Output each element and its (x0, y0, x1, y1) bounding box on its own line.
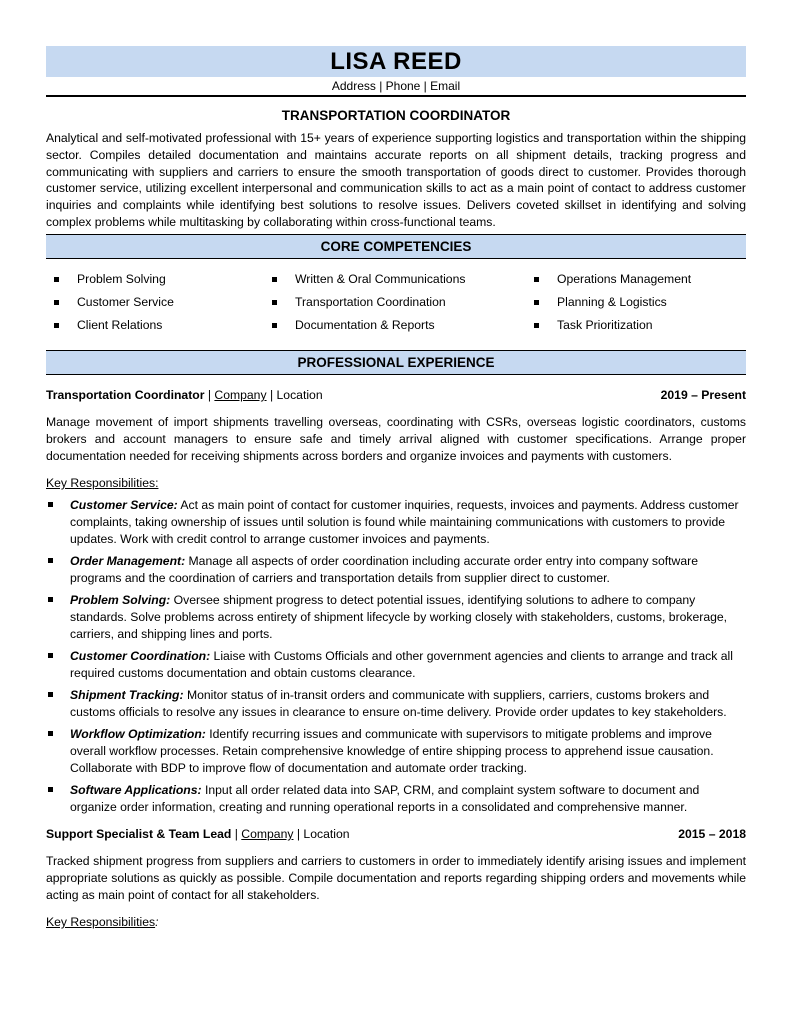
bullet-icon (54, 277, 59, 282)
resume-page (46, 46, 746, 931)
role-info: Support Specialist & Team Lead | Company | Location (46, 827, 350, 841)
professional-experience-heading: PROFESSIONAL EXPERIENCE (46, 350, 746, 375)
bullet-icon (534, 323, 539, 328)
role-company: Company (241, 827, 294, 841)
responsibility-item: Problem Solving: Oversee shipment progress to detect potential issues, identifying solutions to adhere to company standards. Solve problems across entirety of shipment lifecycle by working closely with stakeholders, customs, brokerage, carriers, and shipping lines and ports. (46, 592, 746, 643)
responsibility-item: Customer Coordination: Liaise with Customs Officials and other government agencies and clients to arrange and track all required customs documentation and obtain customs clearance. (46, 648, 746, 682)
bullet-icon (534, 277, 539, 282)
competency-item: Operations Management (534, 268, 734, 291)
header-divider (46, 95, 746, 97)
responsibility-item: Software Applications: Input all order related data into SAP, CRM, and complaint system software to document and organize order information, creating and running operational reports in a consolidated and comprehensive manner. (46, 782, 746, 816)
bullet-icon (48, 787, 53, 792)
competency-item: Documentation & Reports (272, 314, 534, 337)
competencies-column-2 (272, 268, 534, 350)
competency-item: Client Relations (54, 314, 272, 337)
bullet-icon (54, 323, 59, 328)
candidate-name: LISA REED (330, 48, 462, 75)
job-title: TRANSPORTATION COORDINATOR (281, 108, 511, 123)
role-dates: 2015 – 2018 (678, 827, 746, 841)
responsibilities-list (46, 497, 746, 816)
job-entry (46, 825, 746, 931)
core-competencies-heading: CORE COMPETENCIES (46, 234, 746, 259)
bullet-icon (534, 300, 539, 305)
bullet-icon (48, 558, 53, 563)
bullet-icon (48, 731, 53, 736)
responsibility-item: Order Management: Manage all aspects of order coordination including accurate order entry into company software programs and the coordination of carriers and transportation details from supplier direct to customer. (46, 553, 746, 587)
bullet-icon (48, 597, 53, 602)
competency-item: Planning & Logistics (534, 291, 734, 314)
responsibility-item: Customer Service: Act as main point of contact for customer inquiries, requests, invoices and payments. Address customer complaints, taking ownership of issues until solution is found while maintaining communications with customers to provide updates. Work with credit control to arrange customer invoices and payments. (46, 497, 746, 548)
name-banner (46, 46, 746, 77)
competency-item: Customer Service (54, 291, 272, 314)
role-info: Transportation Coordinator | Company | Location (46, 388, 323, 402)
bullet-icon (48, 653, 53, 658)
role-location: Location (276, 388, 323, 402)
role-dates: 2019 – Present (660, 388, 746, 402)
competencies-column-1 (54, 268, 272, 350)
key-responsibilities-heading: Key Responsibilities: (46, 476, 159, 490)
role-title: Transportation Coordinator (46, 388, 205, 402)
professional-summary: Analytical and self-motivated professional with 15+ years of experience supporting logistics and transportation within the shipping sector. Compiles detailed documentation and maintains accurate reports on all shipment details, tracking progress and communicating with suppliers and carriers to ensure the smooth transportation of goods direct to customer. Provides thorough customer service, utilizing excellent interpersonal and communication skills to act as a main point of contact to address customer inquiries and complaints while identifying best solutions to resolve issues. Delivers coveted skillset in identifying and solving complex problems while multitasking by collaborating within cross-functional teams. (46, 131, 746, 229)
role-line (46, 825, 746, 843)
bullet-icon (48, 502, 53, 507)
key-responsibilities-heading: Key Responsibilities: (46, 915, 159, 929)
bullet-icon (272, 300, 277, 305)
role-description: Tracked shipment progress from suppliers and carriers to customers in order to immediately identify arising issues and implement appropriate solutions as quickly as possible. Compile documentation and reports regarding shipping orders and movements while acting as main point of contact for all stakeholders. (46, 854, 746, 902)
role-company: Company (214, 388, 267, 402)
job-entry (46, 386, 746, 816)
competency-item: Problem Solving (54, 268, 272, 291)
role-location: Location (303, 827, 350, 841)
bullet-icon (272, 323, 277, 328)
contact-info: Address | Phone | Email (331, 79, 461, 93)
bullet-icon (54, 300, 59, 305)
responsibility-item: Shipment Tracking: Monitor status of in-transit orders and communicate with suppliers, carriers, customs brokers and customs officials to resolve any issues in clearance to ensure on-time delivery. Provide order updates to key stakeholders. (46, 687, 746, 721)
role-line (46, 386, 746, 404)
responsibility-item: Workflow Optimization: Identify recurring issues and communicate with supervisors to mitigate problems and improve overall workflow processes. Retain comprehensive knowledge of entire shipping process to apprehend issue causation. Collaborate with BDP to improve flow of documentation and automate order tracking. (46, 726, 746, 777)
competencies-grid (46, 259, 746, 350)
competencies-column-3 (534, 268, 734, 350)
role-description: Manage movement of import shipments travelling overseas, coordinating with CSRs, overseas logistic coordinators, customs brokers and account managers to ensure safe and timely arrival aligned with customer specifications. Arrange proper documentation needed for receiving shipments across borders and organize invoices and payments with customers. (46, 415, 746, 463)
bullet-icon (48, 692, 53, 697)
bullet-icon (272, 277, 277, 282)
competency-item: Transportation Coordination (272, 291, 534, 314)
role-title: Support Specialist & Team Lead (46, 827, 232, 841)
competency-item: Task Prioritization (534, 314, 734, 337)
competency-item: Written & Oral Communications (272, 268, 534, 291)
